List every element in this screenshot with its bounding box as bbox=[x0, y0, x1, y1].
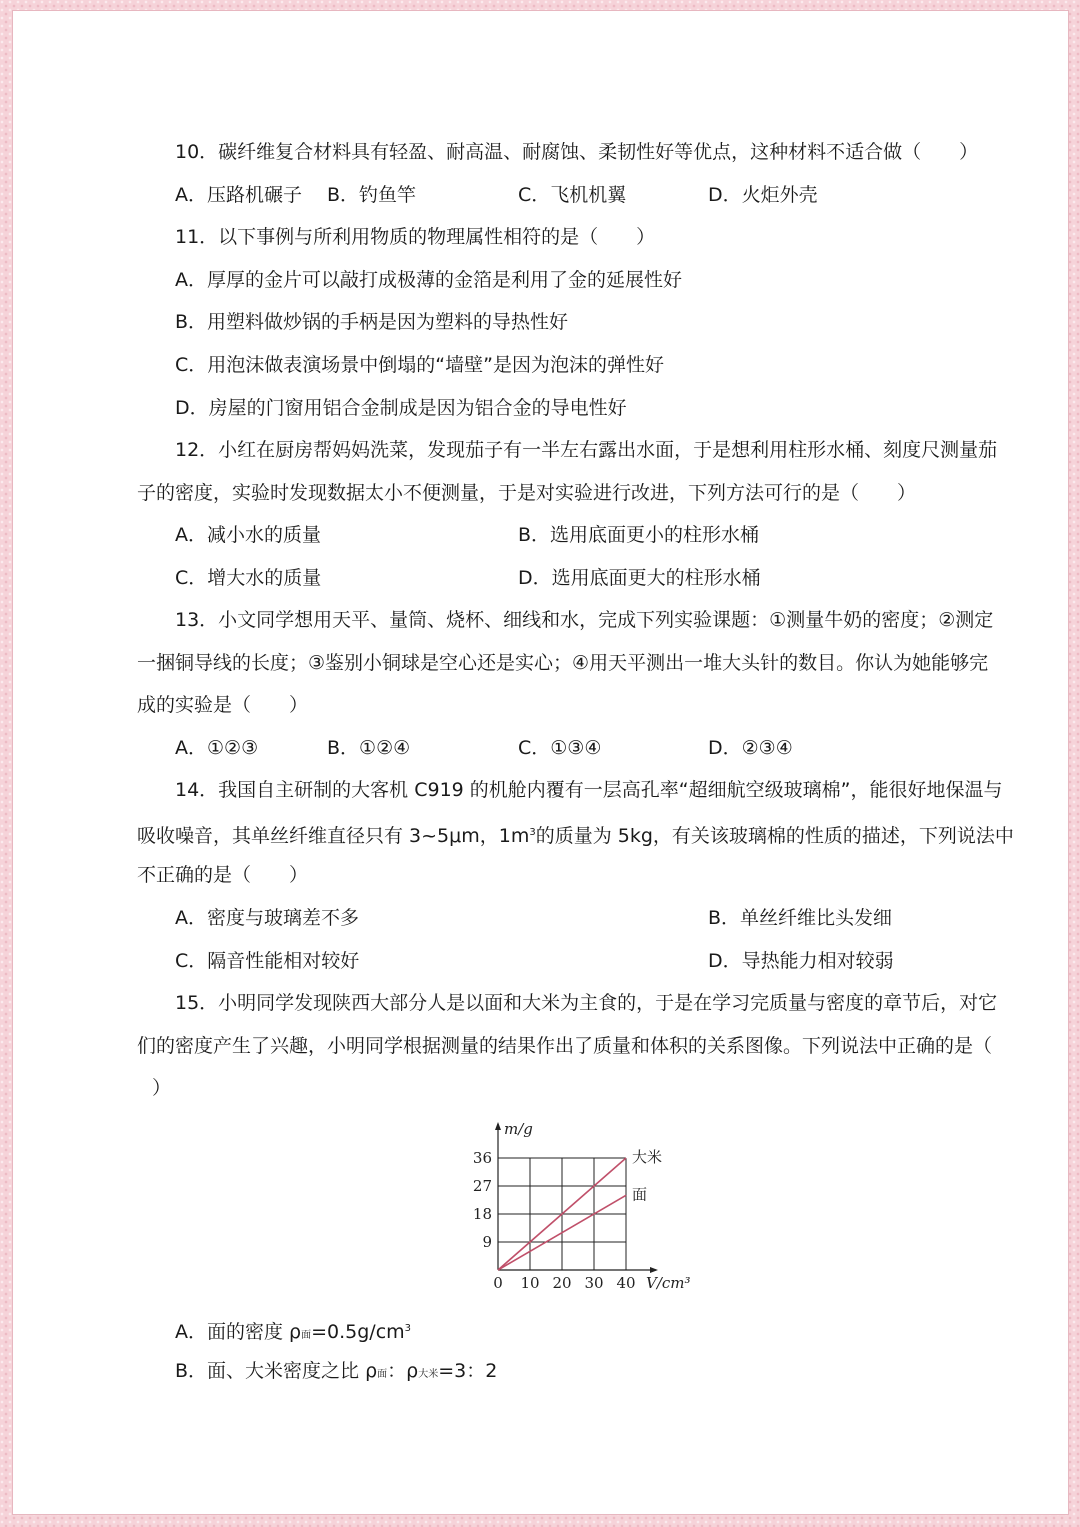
q14-option-c: C．隔音性能相对较好 bbox=[175, 950, 360, 972]
series-label: 大米 bbox=[632, 1148, 663, 1166]
q11-option-d: D．房屋的门窗用铝合金制成是因为铝合金的导电性好 bbox=[175, 397, 627, 419]
q14-stem-line3: 不正确的是（ ） bbox=[137, 864, 309, 886]
q10-option-b: B．钓鱼竿 bbox=[327, 184, 417, 206]
q11-option-b: B．用塑料做炒锅的手柄是因为塑料的导热性好 bbox=[175, 311, 569, 333]
series-label: 面 bbox=[632, 1185, 648, 1204]
mass-volume-chart bbox=[470, 1108, 710, 1308]
q15-stem-line1: 15．小明同学发现陕西大部分人是以面和大米为主食的，于是在学习完质量与密度的章节后，对它 bbox=[175, 992, 998, 1014]
q14-stem-line1: 14．我国自主研制的大客机 C919 的机舱内覆有一层高孔率“超细航空级玻璃棉”，能很好地保温与 bbox=[175, 779, 1003, 801]
x-tick-label: 10 bbox=[520, 1274, 540, 1292]
q11-option-c: C．用泡沫做表演场景中倒塌的“墙壁”是因为泡沫的弹性好 bbox=[175, 354, 664, 376]
q15-option-b: B．面、大米密度之比 ρ面：ρ大米=3：2 bbox=[175, 1360, 498, 1382]
q12-option-a: A．减小水的质量 bbox=[175, 524, 321, 546]
q13-option-a: A．①②③ bbox=[175, 737, 259, 759]
y-axis-arrow bbox=[495, 1122, 501, 1130]
x-tick-label: 0 bbox=[493, 1274, 503, 1292]
y-tick-label: 36 bbox=[472, 1149, 492, 1167]
y-tick-label: 9 bbox=[482, 1233, 492, 1251]
q13-option-b: B．①②④ bbox=[327, 737, 411, 759]
q15-stem-line2: 们的密度产生了兴趣，小明同学根据测量的结果作出了质量和体积的关系图像。下列说法中正确的是（ bbox=[137, 1035, 993, 1057]
q12-option-d: D．选用底面更大的柱形水桶 bbox=[518, 567, 761, 589]
x-tick-label: 30 bbox=[584, 1274, 604, 1292]
q10-option-d: D．火炬外壳 bbox=[708, 184, 818, 206]
q13-option-d: D．②③④ bbox=[708, 737, 793, 759]
q13-stem-line2: 一捆铜导线的长度；③鉴别小铜球是空心还是实心；④用天平测出一堆大头针的数目。你认为她能够完 bbox=[137, 652, 989, 674]
y-tick-label: 27 bbox=[472, 1177, 492, 1195]
q11-stem: 11．以下事例与所利用物质的物理属性相符的是（ ） bbox=[175, 226, 656, 248]
x-axis-label: V/cm³ bbox=[646, 1274, 691, 1292]
q12-stem-line1: 12．小红在厨房帮妈妈洗菜，发现茄子有一半左右露出水面，于是想利用柱形水桶、刻度尺测量茄 bbox=[175, 439, 998, 461]
y-axis-label: m/g bbox=[504, 1120, 533, 1138]
y-tick-label: 18 bbox=[472, 1205, 492, 1223]
q10-stem: 10．碳纤维复合材料具有轻盈、耐高温、耐腐蚀、柔韧性好等优点，这种材料不适合做（ ） bbox=[175, 141, 979, 163]
q14-stem-line2: 吸收噪音，其单丝纤维直径只有 3~5μm，$1m^3$的质量为 5kg，有关该玻璃棉的性质的描述，下列说法中 bbox=[137, 825, 1014, 847]
q12-stem-line2: 子的密度，实验时发现数据太小不便测量，于是对实验进行改进，下列方法可行的是（ ） bbox=[137, 482, 917, 504]
q12-option-b: B．选用底面更小的柱形水桶 bbox=[518, 524, 760, 546]
x-tick-label: 40 bbox=[616, 1274, 636, 1292]
q10-option-a: A．压路机碾子 bbox=[175, 184, 302, 206]
q10-option-c: C．飞机机翼 bbox=[518, 184, 627, 206]
q14-option-b: B．单丝纤维比头发细 bbox=[708, 907, 893, 929]
q15-option-a: A．面的密度 ρ面$=0.5g/cm^3$ bbox=[175, 1321, 412, 1343]
q11-option-a: A．厚厚的金片可以敲打成极薄的金箔是利用了金的延展性好 bbox=[175, 269, 682, 291]
q12-option-c: C．增大水的质量 bbox=[175, 567, 322, 589]
q15-stem-line3: ） bbox=[152, 1077, 172, 1099]
x-axis-arrow bbox=[650, 1267, 658, 1273]
q13-stem-line3: 成的实验是（ ） bbox=[137, 694, 309, 716]
q13-option-c: C．①③④ bbox=[518, 737, 602, 759]
q14-option-d: D．导热能力相对较弱 bbox=[708, 950, 894, 972]
q14-option-a: A．密度与玻璃差不多 bbox=[175, 907, 359, 929]
q13-stem-line1: 13．小文同学想用天平、量筒、烧杯、细线和水，完成下列实验课题：①测量牛奶的密度；②测定 bbox=[175, 609, 994, 631]
x-tick-label: 20 bbox=[552, 1274, 572, 1292]
